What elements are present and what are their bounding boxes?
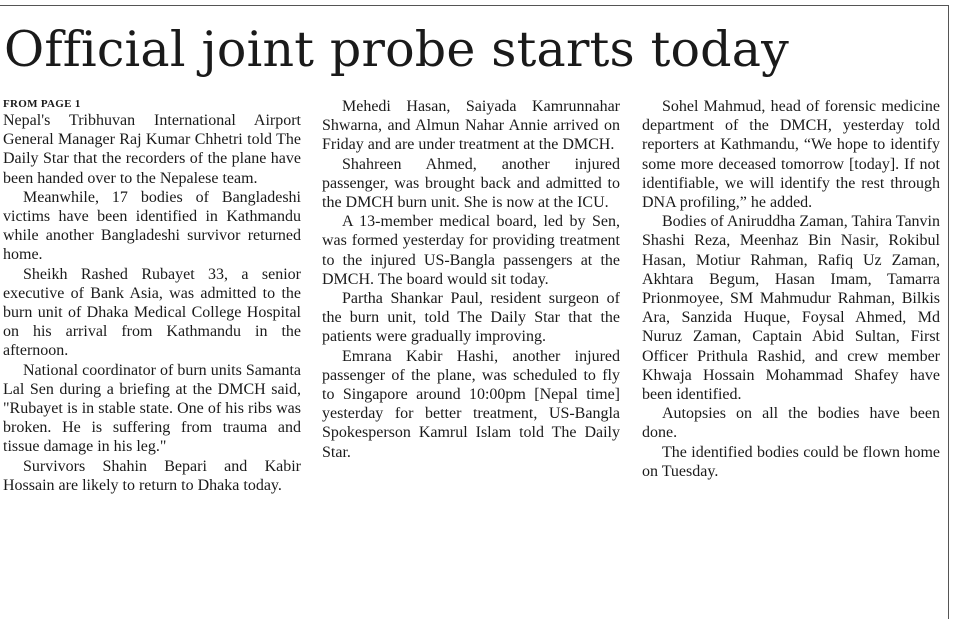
- top-rule: [0, 5, 948, 6]
- page-reference: FROM PAGE 1: [3, 98, 81, 110]
- paragraph: Sheikh Rashed Rubayet 33, a senior executive of Bank Asia, was admitted to the burn unit of Dhaka Medical College Hospital on his arrival from Kathmandu in the afternoon.: [3, 265, 301, 360]
- paragraph: Sohel Mahmud, head of forensic medicine department of the DMCH, yesterday told reporters at Kathmandu, “We hope to identify some more deceased tomorrow [today]. If not identifiable, we will identify the rest through DNA profiling,” he added.: [642, 98, 940, 212]
- paragraph: The identified bodies could be flown home on Tuesday.: [642, 443, 940, 480]
- article-column-3: [642, 97, 940, 481]
- paragraph: A 13-member medical board, led by Sen, was formed yesterday for providing treatment to the injured US-Bangla passengers at the DMCH. The board would sit today.: [322, 213, 620, 288]
- paragraph: Autopsies on all the bodies have been done.: [642, 405, 940, 442]
- article-column-1: [3, 97, 301, 495]
- paragraph: Mehedi Hasan, Saiyada Kamrunnahar Shwarna, and Almun Nahar Annie arrived on Friday and are under treatment at the DMCH.: [322, 98, 620, 154]
- paragraph: Survivors Shahin Bepari and Kabir Hossain are likely to return to Dhaka today.: [3, 457, 301, 494]
- paragraph: Meanwhile, 17 bodies of Bangladeshi victims have been identified in Kathmandu while another Bangladeshi survivor returned home.: [3, 188, 301, 264]
- article-column-2: [322, 97, 620, 462]
- paragraph: Emrana Kabir Hashi, another injured passenger of the plane, was scheduled to fly to Singapore around 10:00pm [Nepal time] yesterday for better treatment, US-Bangla Spokesperson Kamrul Islam told The Daily Star.: [322, 347, 620, 461]
- headline: Official joint probe starts today: [4, 21, 790, 78]
- paragraph: Shahreen Ahmed, another injured passenger, was brought back and admitted to the DMCH burn unit. She is now at the ICU.: [322, 155, 620, 212]
- paragraph: Bodies of Aniruddha Zaman, Tahira Tanvin Shashi Reza, Meenhaz Bin Nasir, Rokibul Hasan, Motiur Rahman, Rafiq Uz Zaman, Akhtara Begum, Hasan Imam, Tamarra Prionmoyee, SM Mahmudur Rahman, Bilkis Ara, Sanzida Huque, Foysal Ahmed, Md Nuruz Zaman, Captain Abid Sultan, First Officer Prithula Rashid, and crew member Khwaja Hossain Mohammad Shafey have been identified.: [642, 213, 940, 404]
- column-rule-right: [948, 5, 949, 619]
- paragraph: Partha Shankar Paul, resident surgeon of the burn unit, told The Daily Star that the patients were gradually improving.: [322, 290, 620, 346]
- paragraph: National coordinator of burn units Samanta Lal Sen during a briefing at the DMCH said, "Rubayet is in stable state. One of his ribs was broken. He is suffering from trauma and tissue damage in his leg.": [3, 361, 301, 456]
- paragraph: Nepal's Tribhuvan International Airport General Manager Raj Kumar Chhetri told The Daily Star that the recorders of the plane have been handed over to the Nepalese team.: [3, 112, 301, 187]
